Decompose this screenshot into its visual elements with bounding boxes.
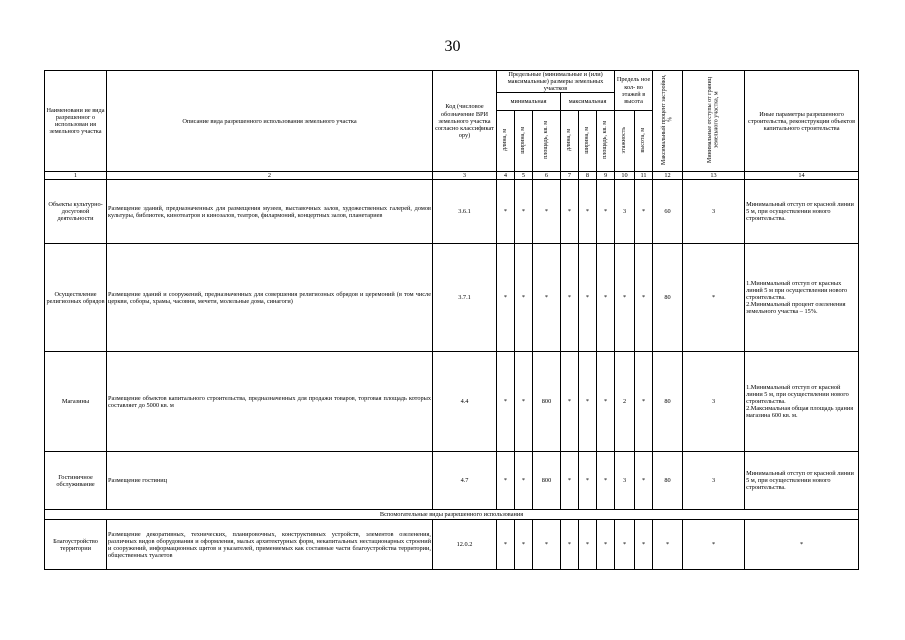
row-value: 3: [683, 180, 745, 244]
row-value: 800: [533, 452, 561, 510]
section-title: Вспомогательные виды разрешенного использования: [45, 510, 859, 520]
row-value: *: [597, 244, 615, 352]
param-line: Минимальный отступ от красной линии 5 м, при осуществлении нового строительства.: [746, 201, 854, 223]
row-value: 3: [615, 180, 635, 244]
row-description: Размещение объектов капитального строительства, предназначенных для продажи товаров, торговая площадь которых составляет до 5000 кв. м: [107, 352, 433, 452]
row-value: *: [561, 180, 579, 244]
header-description: Описание вида разрешенного использования земельного участка: [107, 71, 433, 172]
header-setback: Минимальные отступы от границ земельного участка, м: [707, 77, 720, 164]
row-value: 800: [533, 352, 561, 452]
header-height: высота, м: [640, 127, 647, 153]
row-value: *: [561, 452, 579, 510]
row-value: *: [561, 352, 579, 452]
row-value: *: [683, 244, 745, 352]
row-name: Благоустройство территории: [45, 520, 107, 570]
col-number: 11: [635, 172, 653, 180]
col-number: 1: [45, 172, 107, 180]
row-description: Размещение гостиниц: [107, 452, 433, 510]
row-value: *: [635, 180, 653, 244]
row-value: *: [497, 520, 515, 570]
header-min-area: площадь, кв. м: [543, 121, 550, 160]
header-max-width: ширина, м: [584, 126, 591, 154]
row-value: *: [497, 352, 515, 452]
header-code: Код (числовое обозначение ВРИ земельного участка согласно классификат ору): [433, 71, 497, 172]
row-value: *: [635, 520, 653, 570]
row-value: *: [561, 244, 579, 352]
header-row-1: [45, 71, 859, 93]
col-number: 5: [515, 172, 533, 180]
row-value: *: [597, 352, 615, 452]
header-build-percent: Максимальный процент застройки, %: [661, 74, 674, 166]
col-number: 9: [597, 172, 615, 180]
row-code: 12.0.2: [433, 520, 497, 570]
column-number-row: [45, 172, 859, 180]
row-params: *: [745, 520, 859, 570]
row-value: 60: [653, 180, 683, 244]
row-value: *: [561, 520, 579, 570]
row-value: *: [533, 180, 561, 244]
row-value: *: [635, 452, 653, 510]
row-value: *: [635, 352, 653, 452]
header-other-params: Иные параметры разрешенного строительства, реконструкции объектов капитального строительства: [745, 71, 859, 172]
row-value: *: [579, 244, 597, 352]
row-code: 4.4: [433, 352, 497, 452]
row-value: *: [597, 452, 615, 510]
row-value: *: [653, 520, 683, 570]
row-description: Размещение зданий, предназначенных для размещения музеев, выставочных залов, художественных галерей, домов культуры, библиотек, кинотеатров и кинозалов, театров, филармоний, концертных залов, планетариев: [107, 180, 433, 244]
row-value: *: [579, 520, 597, 570]
row-params: [745, 180, 859, 244]
page-number: 30: [444, 38, 461, 55]
row-value: *: [579, 180, 597, 244]
col-number: 12: [653, 172, 683, 180]
col-number: 13: [683, 172, 745, 180]
row-value: *: [597, 180, 615, 244]
row-value: *: [533, 520, 561, 570]
row-value: 3: [683, 452, 745, 510]
row-value: *: [515, 520, 533, 570]
header-max-area: площадь, кв. м: [602, 121, 609, 160]
row-value: *: [597, 520, 615, 570]
col-number: 8: [579, 172, 597, 180]
row-value: 80: [653, 452, 683, 510]
row-params: [745, 244, 859, 352]
col-number: 3: [433, 172, 497, 180]
row-value: *: [515, 452, 533, 510]
header-size-group: Предельные (минимальные и (или) максимальные) размеры земельных участков: [497, 71, 615, 93]
header-max-length: длина, м: [566, 129, 573, 152]
header-floor-count: этажность: [621, 126, 628, 154]
col-number: 4: [497, 172, 515, 180]
col-number: 2: [107, 172, 433, 180]
row-value: *: [635, 244, 653, 352]
row-description: Размещение декоративных, технических, планировочных, конструктивных устройств, элементов озеленения, различных видов оборудования и оформления, малых архитектурных форм, некапитальных нестационарных строений и сооружений, информационных щитов и указателей, применяемых как составные части благоустройства территории, общественных туалетов: [107, 520, 433, 570]
row-value: *: [533, 244, 561, 352]
row-name: Осуществление религиозных обрядов: [45, 244, 107, 352]
row-value: *: [497, 452, 515, 510]
table-row: [45, 452, 859, 510]
table-row: [45, 244, 859, 352]
param-line: 1.Минимальный отступ от красной линии 5 м, при осуществлении нового строительства.: [746, 384, 849, 406]
header-floors: Предель ное кол- во этажей в высота: [615, 71, 653, 111]
table-row: [45, 520, 859, 570]
col-number: 7: [561, 172, 579, 180]
col-number: 14: [745, 172, 859, 180]
row-value: *: [515, 244, 533, 352]
col-number: 10: [615, 172, 635, 180]
header-min-length: длина, м: [502, 129, 509, 152]
row-value: *: [615, 520, 635, 570]
row-value: *: [579, 452, 597, 510]
row-value: *: [497, 180, 515, 244]
row-value: 3: [615, 452, 635, 510]
row-value: 80: [653, 244, 683, 352]
col-number: 6: [533, 172, 561, 180]
table-row: [45, 180, 859, 244]
row-code: 3.6.1: [433, 180, 497, 244]
header-name: Наименовани ие вида разрешенног о использован ия земельного участка: [45, 71, 107, 172]
row-code: 3.7.1: [433, 244, 497, 352]
header-max: максимальная: [561, 93, 615, 111]
row-value: 2: [615, 352, 635, 452]
table-row: [45, 352, 859, 452]
row-value: 80: [653, 352, 683, 452]
row-value: *: [579, 352, 597, 452]
row-name: Гостиничное обслуживание: [45, 452, 107, 510]
row-description: Размещение зданий и сооружений, предназначенных для совершения религиозных обрядов и церемоний (в том числе церкви, соборы, храмы, часовни, мечети, молельные дома, синагоги): [107, 244, 433, 352]
row-value: *: [497, 244, 515, 352]
row-params: [745, 352, 859, 452]
row-params: [745, 452, 859, 510]
row-value: *: [515, 352, 533, 452]
row-code: 4.7: [433, 452, 497, 510]
row-name: Магазины: [45, 352, 107, 452]
section-header-row: [45, 510, 859, 520]
param-line: Минимальный отступ от красной линии 5 м, при осуществлении нового строительства.: [746, 470, 854, 492]
land-use-table: [44, 70, 859, 570]
header-min: минимальная: [497, 93, 561, 111]
row-value: *: [615, 244, 635, 352]
row-name: Объекты культурно-досуговой деятельности: [45, 180, 107, 244]
row-value: *: [515, 180, 533, 244]
row-value: *: [683, 520, 745, 570]
header-min-width: ширина, м: [520, 126, 527, 154]
param-line: 2.Максимальная общая площадь здания магазина 600 кв. м.: [746, 405, 854, 420]
param-line: 2.Минимальный процент озеленения земельного участка – 15%.: [746, 301, 846, 316]
row-value: 3: [683, 352, 745, 452]
param-line: 1.Минимальный отступ от красных линий 5 м при осуществлении нового строительства.: [746, 280, 848, 302]
